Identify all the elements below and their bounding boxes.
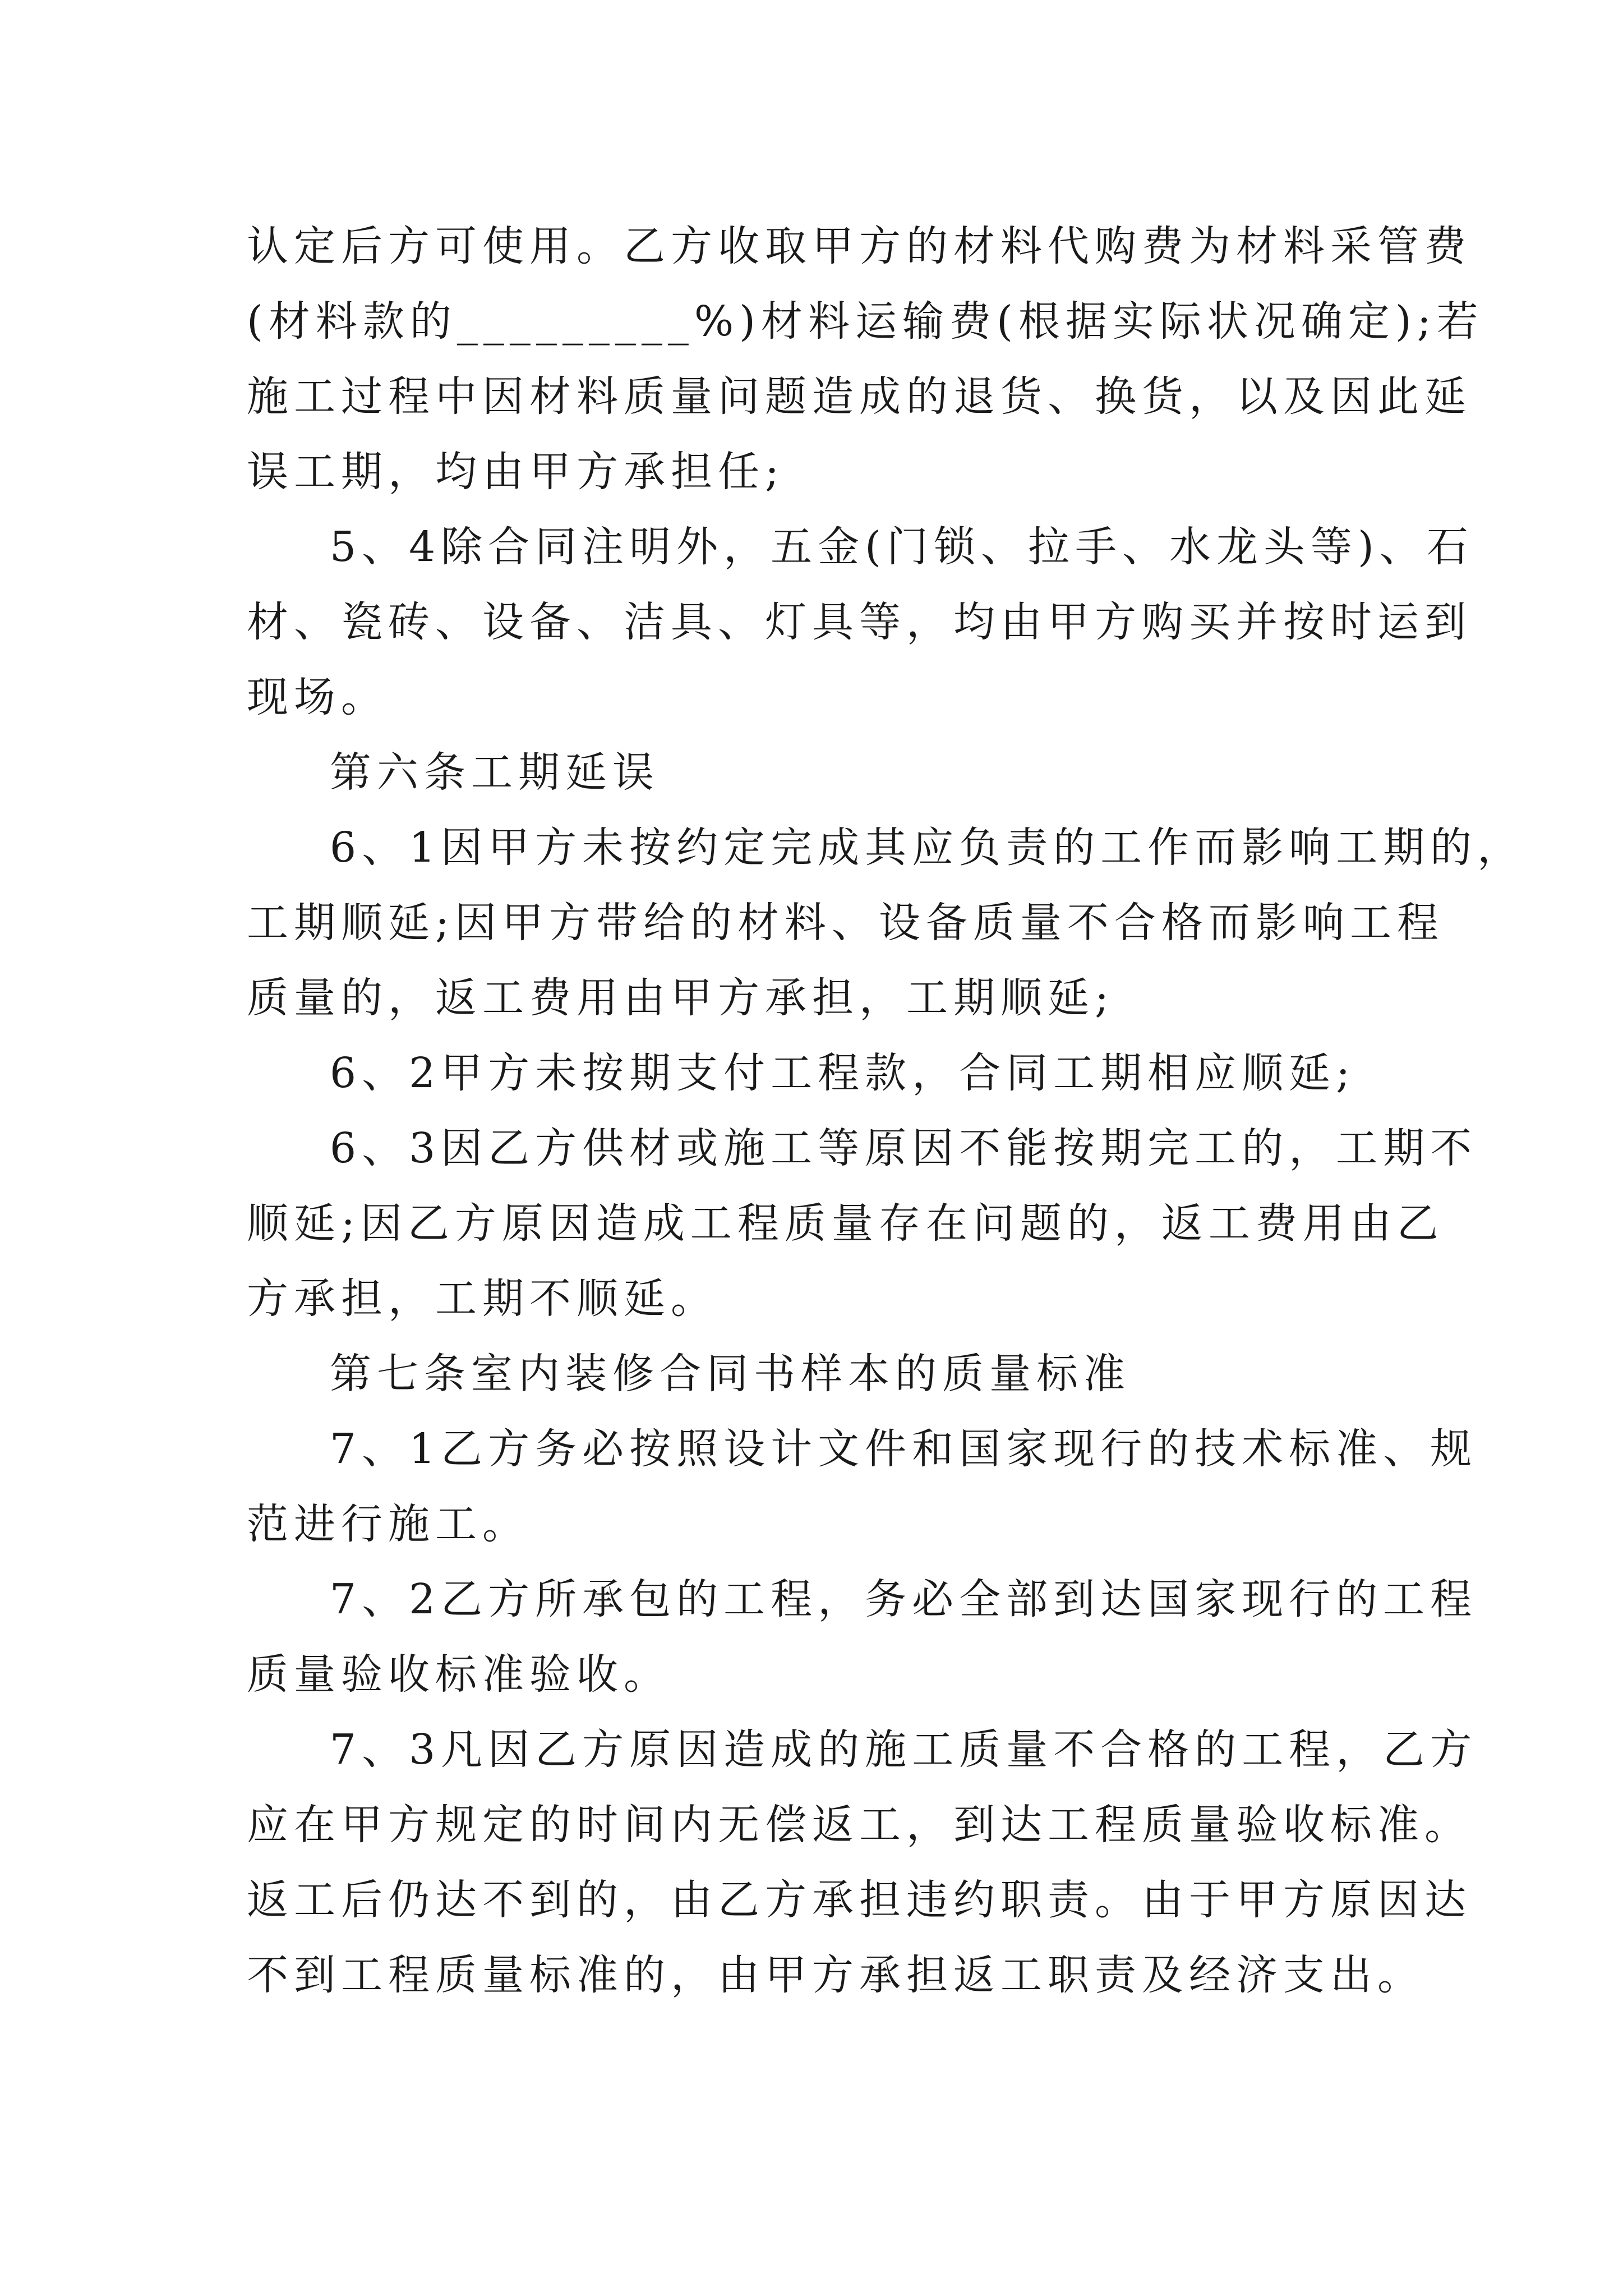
- text-line: 应在甲方规定的时间内无偿返工，到达工程质量验收标准。: [247, 1801, 1472, 1849]
- section-heading: 第七条室内装修合同书样本的质量标准: [330, 1350, 1131, 1398]
- text-line: 返工后仍达不到的，由乙方承担违约职责。由于甲方原因达: [247, 1876, 1472, 1924]
- text-line: 方承担，工期不顺延。: [247, 1274, 718, 1323]
- text-line: 7、3凡因乙方原因造成的施工质量不合格的工程，乙方: [330, 1726, 1478, 1774]
- document-body: [247, 209, 1525, 2013]
- text-line: 顺延;因乙方原因造成工程质量存在问题的，返工费用由乙: [247, 1199, 1444, 1248]
- text-line: 不到工程质量标准的，由甲方承担返工职责及经济支出。: [247, 1951, 1424, 1999]
- text-line: 认定后方可使用。乙方收取甲方的材料代购费为材料采管费: [247, 222, 1472, 270]
- text-line: 7、2乙方所承包的工程，务必全部到达国家现行的工程: [330, 1575, 1478, 1623]
- text-line: 6、1因甲方未按约定完成其应负责的工作而影响工期的，: [330, 823, 1525, 872]
- text-line: (材料款的_________%)材料运输费(根据实际状况确定);若: [247, 297, 1484, 346]
- text-line: 6、2甲方未按期支付工程款，合同工期相应顺延;: [330, 1049, 1356, 1097]
- text-line: 误工期，均由甲方承担任;: [247, 448, 785, 496]
- text-line: 质量的，返工费用由甲方承担，工期顺延;: [247, 974, 1114, 1022]
- text-line: 7、1乙方务必按照设计文件和国家现行的技术标准、规: [330, 1425, 1478, 1473]
- text-line: 范进行施工。: [247, 1500, 529, 1548]
- text-line: 5、4除合同注明外，五金(门锁、拉手、水龙头等)、石: [330, 523, 1474, 571]
- text-line: 现场。: [247, 673, 388, 721]
- text-line: 工期顺延;因甲方带给的材料、设备质量不合格而影响工程: [247, 899, 1444, 947]
- text-line: 材、瓷砖、设备、洁具、灯具等，均由甲方购买并按时运到: [247, 598, 1472, 646]
- text-line: 质量验收标准验收。: [247, 1650, 671, 1699]
- text-line: 施工过程中因材料质量问题造成的退货、换货，以及因此延: [247, 372, 1472, 421]
- section-heading: 第六条工期延误: [330, 748, 660, 797]
- text-line: 6、3因乙方供材或施工等原因不能按期完工的，工期不: [330, 1124, 1478, 1172]
